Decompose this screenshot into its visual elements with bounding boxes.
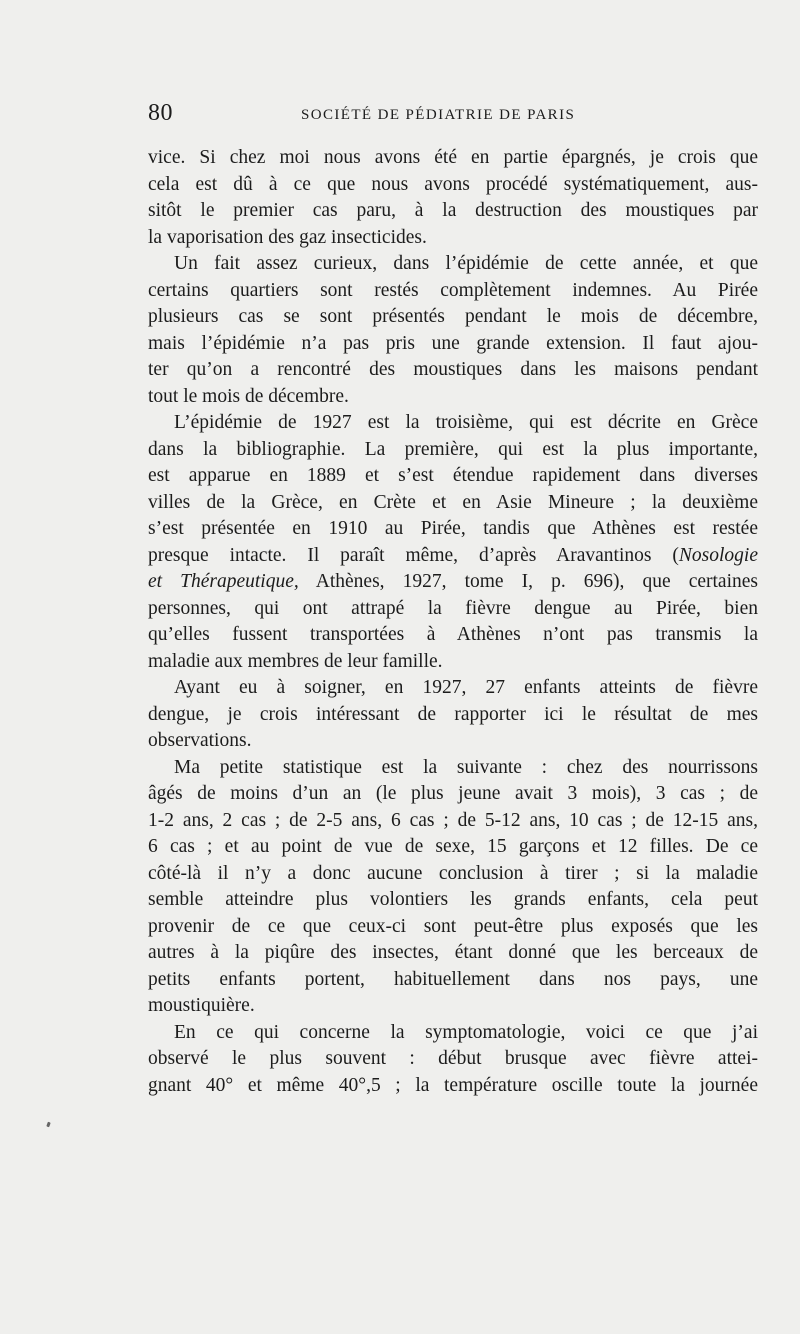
text-line: plusieurs cas se sont présentés pendant le mois de décembre,	[148, 306, 758, 327]
text-line: certains quartiers sont restés complètement indemnes. Au Pirée	[148, 279, 758, 301]
text-line: et Thérapeutique, Athènes, 1927, tome I, p. 696), que certaines	[148, 571, 758, 592]
text-line: âgés de moins d’un an (le plus jeune avait 3 mois), 3 cas ; de	[148, 783, 758, 804]
text-line: petits enfants portent, habituellement dans nos pays, une	[148, 968, 758, 990]
text-line: ter qu’on a rencontré des moustiques dans les maisons pendant	[148, 359, 758, 380]
text-line: cela est dû à ce que nous avons procédé systématiquement, aus-	[148, 173, 758, 195]
paragraph-start-line: Ayant eu à soigner, en 1927, 27 enfants atteints de fièvre	[174, 677, 758, 698]
text-line: dans la bibliographie. La première, qui est la plus importante,	[148, 438, 758, 460]
page-header	[148, 100, 758, 134]
print-speck	[46, 1122, 51, 1128]
text-line: qu’elles fussent transportées à Athènes n’ont pas transmis la	[148, 624, 758, 645]
italic-citation: Nosologie	[678, 544, 758, 566]
text-line: vice. Si chez moi nous avons été en partie épargnés, je crois que	[148, 147, 758, 168]
paragraph-start-line: En ce qui concerne la symptomatologie, voici ce que j’ai	[174, 1021, 758, 1043]
text-line: observé le plus souvent : début brusque avec fièvre attei-	[148, 1048, 758, 1069]
text-line: côté-là il n’y a donc aucune conclusion à tirer ; si la maladie	[148, 862, 758, 884]
text-line: provenir de ce que ceux-ci sont peut-être plus exposés que les	[148, 915, 758, 937]
text-line: sitôt le premier cas paru, à la destruction des moustiques par	[148, 200, 758, 221]
body-text	[148, 145, 758, 1099]
paragraph-start-line: Un fait assez curieux, dans l’épidémie de cette année, et que	[174, 253, 758, 274]
italic-citation: et Thérapeutique,	[148, 571, 299, 592]
text-line: 1-2 ans, 2 cas ; de 2-5 ans, 6 cas ; de 5-12 ans, 10 cas ; de 12-15 ans,	[148, 809, 758, 831]
text-line: moustiquière.	[148, 995, 255, 1016]
text-line: tout le mois de décembre.	[148, 385, 349, 407]
text-line: dengue, je crois intéressant de rapporter ici le résultat de mes	[148, 703, 758, 725]
text-line: semble atteindre plus volontiers les grands enfants, cela peut	[148, 889, 758, 910]
text-line: est apparue en 1889 et s’est étendue rapidement dans diverses	[148, 465, 758, 486]
running-head: SOCIÉTÉ DE PÉDIATRIE DE PARIS	[301, 107, 576, 123]
text-line: maladie aux membres de leur famille.	[148, 650, 443, 672]
text-line: gnant 40° et même 40°,5 ; la température oscille toute la journée	[148, 1074, 758, 1096]
text-line: villes de la Grèce, en Crète et en Asie Mineure ; la deuxième	[148, 491, 758, 513]
text-line: mais l’épidémie n’a pas pris une grande extension. Il faut ajou-	[148, 332, 758, 354]
paragraph-start-line: L’épidémie de 1927 est la troisième, qui est décrite en Grèce	[174, 412, 758, 433]
text-line: 6 cas ; et au point de vue de sexe, 15 garçons et 12 filles. De ce	[148, 836, 758, 857]
text-line: autres à la piqûre des insectes, étant donné que les berceaux de	[148, 942, 758, 963]
paragraph-start-line: Ma petite statistique est la suivante : chez des nourrissons	[174, 756, 758, 778]
text-line: la vaporisation des gaz insecticides.	[148, 226, 427, 248]
text-line: s’est présentée en 1910 au Pirée, tandis que Athènes est restée	[148, 518, 758, 539]
text-line: observations.	[148, 730, 252, 751]
text-line: presque intacte. Il paraît même, d’après Aravantinos (Nosologie	[148, 544, 758, 566]
page-number: 80	[148, 100, 173, 126]
text-line: personnes, qui ont attrapé la fièvre dengue au Pirée, bien	[148, 597, 758, 619]
